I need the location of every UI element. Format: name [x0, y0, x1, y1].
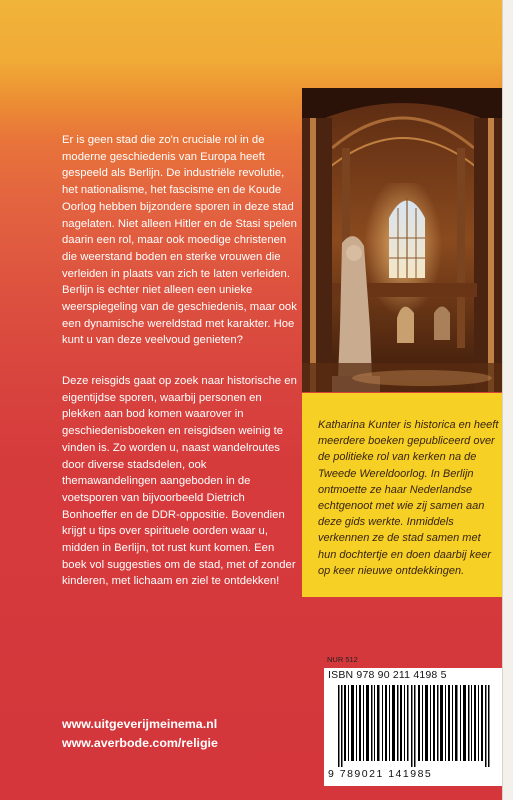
- barcode-bars: [338, 685, 490, 767]
- isbn-barcode: [324, 668, 504, 786]
- website-link-averbode[interactable]: www.averbode.com/religie: [62, 736, 218, 750]
- barcode-digits: 9 789021 141985: [328, 768, 433, 780]
- website-link-meinema[interactable]: www.uitgeverijmeinema.nl: [62, 717, 218, 731]
- church-interior-photo: [302, 88, 504, 392]
- blurb-paragraph-1: Er is geen stad die zo'n cruciale rol in de moderne geschiedenis van Europa heeft gespeeld als Berlijn. De industriële revolutie, het nationalisme, het fascisme en de Koude Oorlog hebben bijzondere sporen in deze stad nagelaten. Niet alleen Hitler en de Stasi spelen daarin een rol, maar ook moedige christenen die weerstand boden en sterke vrouwen die verleiden in plaats van zich te laten verleiden. Berlijn is echter niet alleen een unieke weerspiegeling van de geschiedenis, maar ook een dynamische wereldstad met karakter. Hoe kunt u van deze veelvoud genieten?: [62, 134, 297, 347]
- page-edge: [502, 0, 513, 800]
- blurb-paragraph-2: Deze reisgids gaat op zoek naar historische en eigentijdse sporen, waarbij personen en plekken aan bod komen waarover in geschiedenisboeken en reisgidsen weinig te vinden is. Zo worden u, naast wandelroutes door diverse stadsdelen, ook themawandelingen aangeboden in de voetsporen van bijvoorbeeld Dietrich Bonhoeffer en de DDR-oppositie. Bovendien krijgt u tips over spirituele oorden waar u, midden in Berlijn, tot rust kunt komen. Een boek vol suggesties om de stad, met of zonder kinderen, met lichaam en ziel te ontdekken!: [62, 375, 297, 588]
- nur-code: NUR 512: [327, 655, 358, 664]
- isbn-label: ISBN 978 90 211 4198 5: [328, 669, 447, 681]
- author-bio: Katharina Kunter is historica en heeft meerdere boeken gepubliceerd over de politieke rol van kerken na de Tweede Wereldoorlog. In Berlijn ontmoette ze haar Nederlandse echtgenoot met wie zij samen aan deze gids werkte. Inmiddels verkennen ze de stad samen met hun dochtertje en doen daarbij keer op keer nieuwe ontdekkingen.: [318, 419, 499, 577]
